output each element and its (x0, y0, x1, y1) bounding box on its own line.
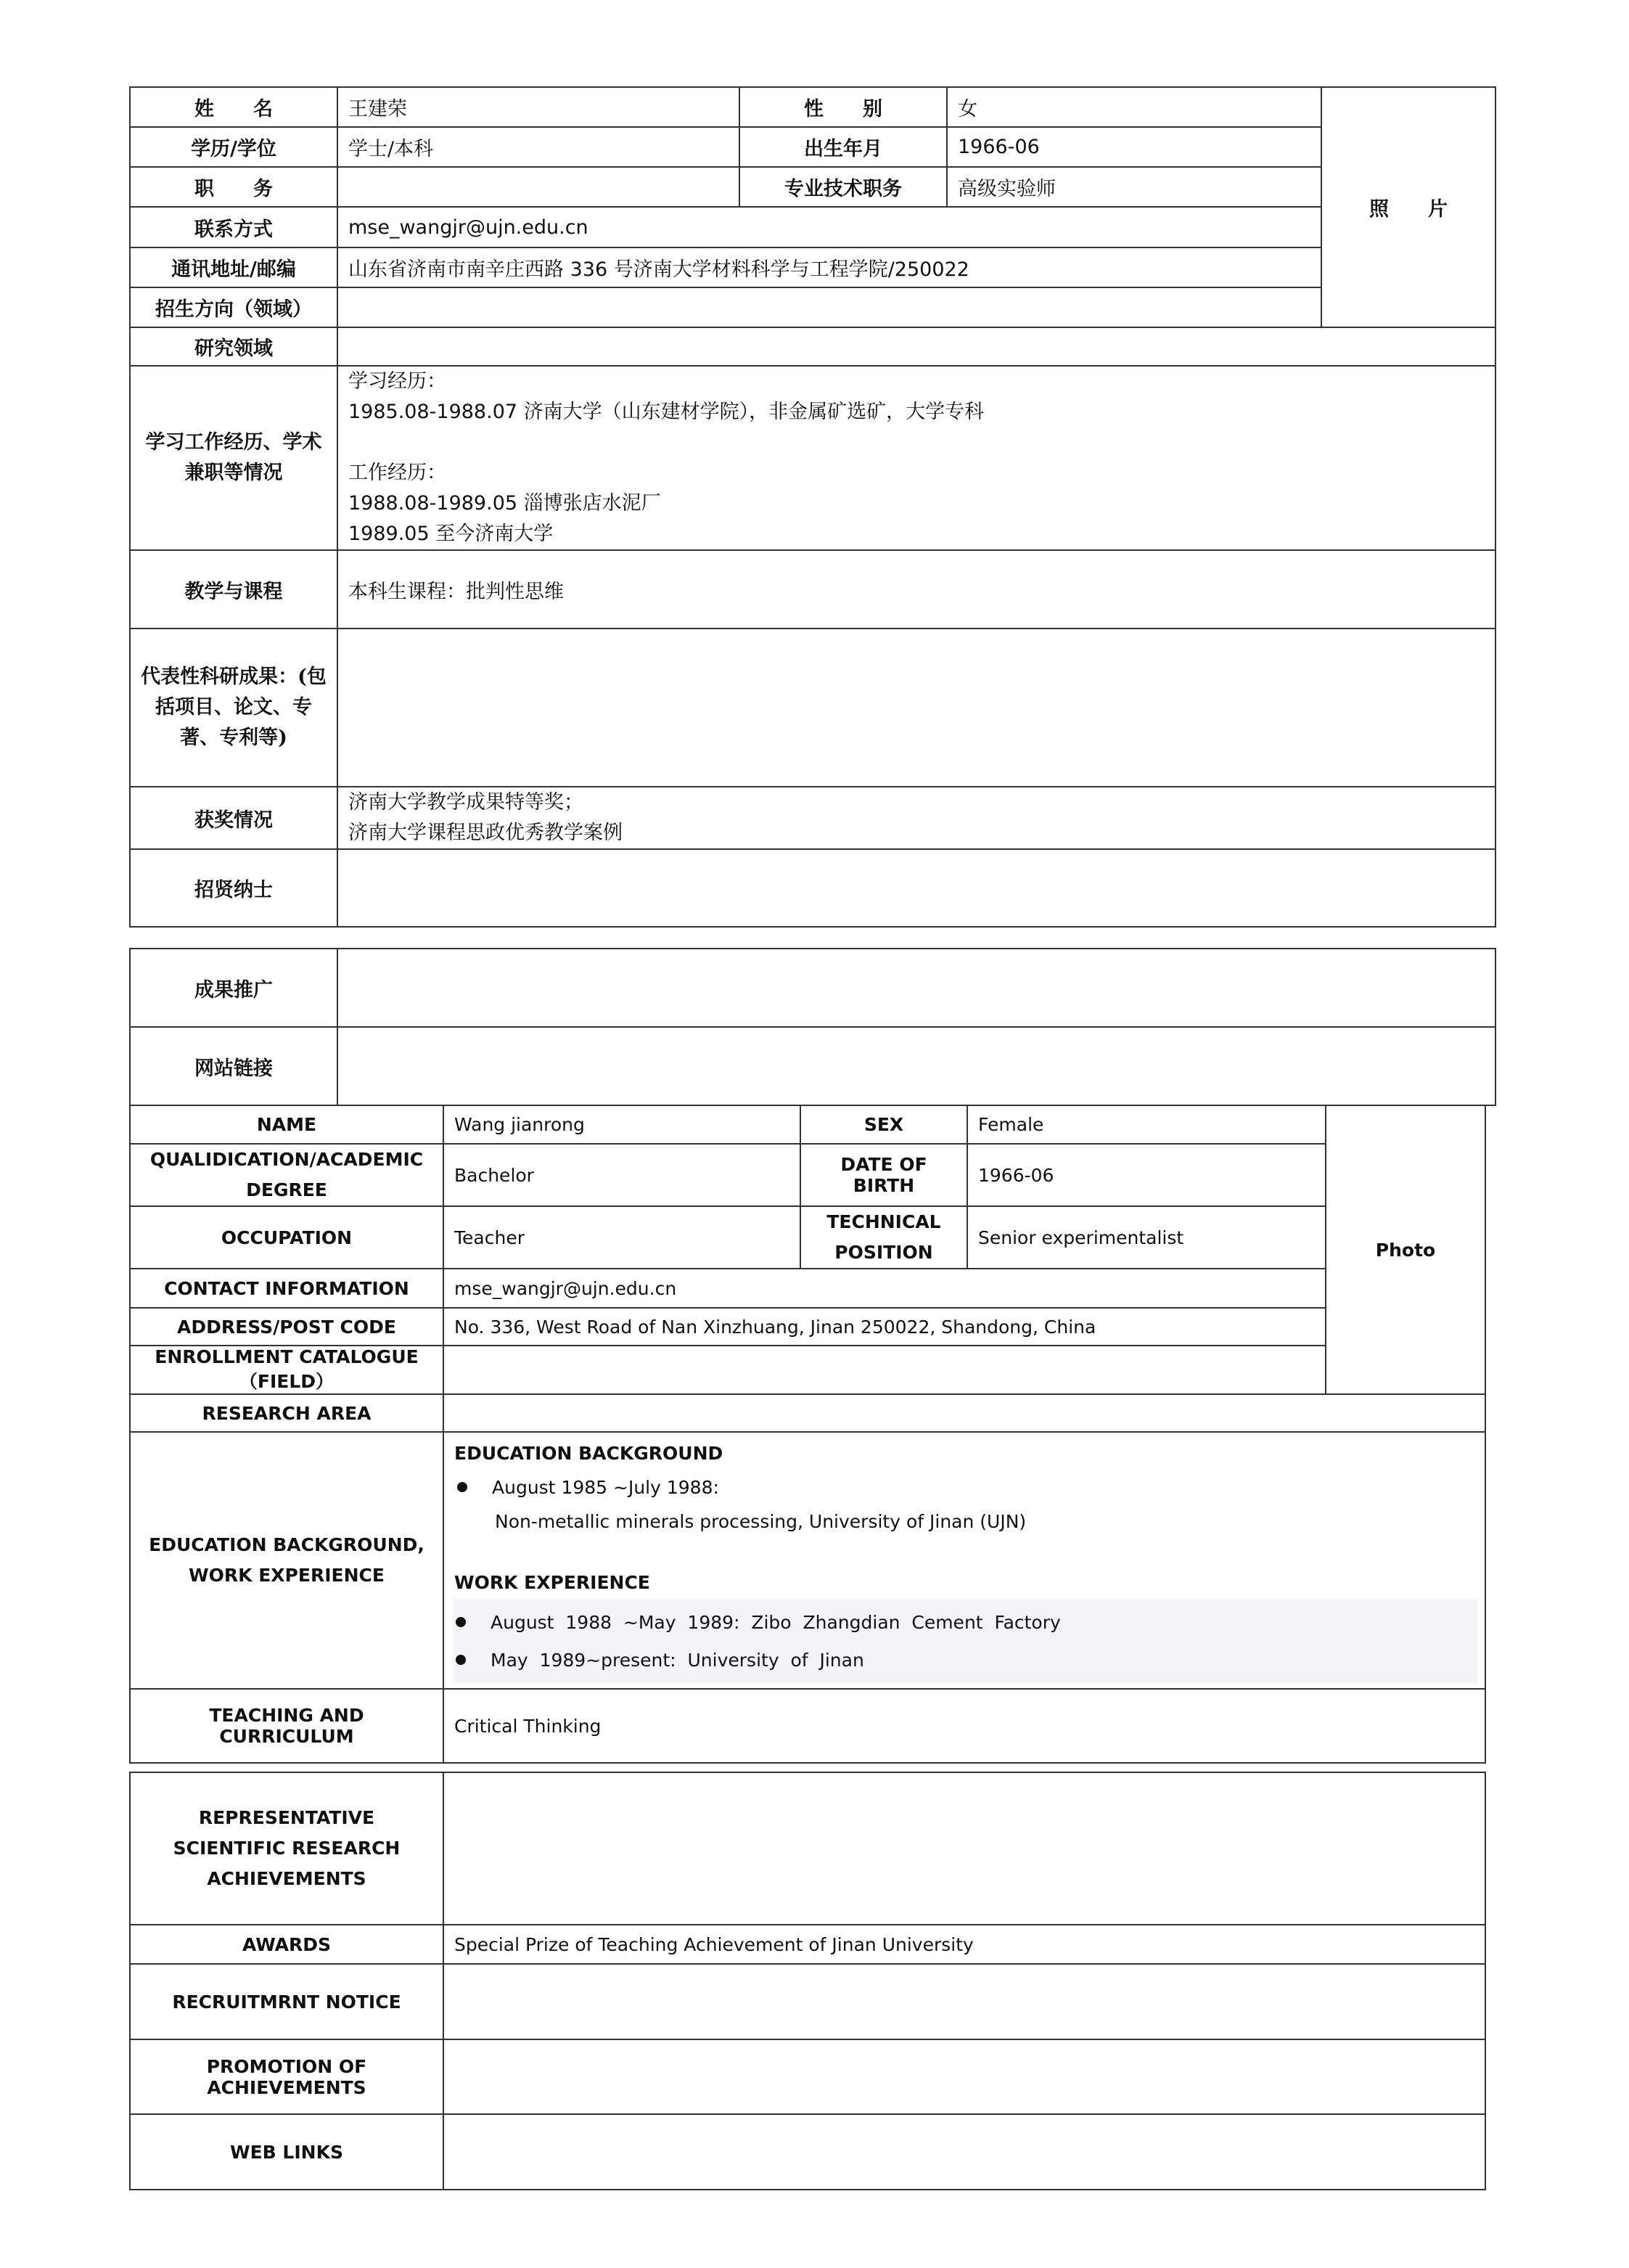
cn-recruit-value (337, 849, 1495, 927)
en-address-label: ADDRESS/POST CODE (130, 1308, 443, 1346)
cn-award-content (337, 787, 1495, 849)
cn-degree-value: 学士/本科 (337, 127, 739, 167)
cn-award-label: 获奖情况 (130, 787, 337, 849)
cn-birth-label: 出生年月 (739, 127, 947, 167)
cn-experience-content (337, 366, 1495, 550)
en-education-dates: August 1985 ~July 1988: (492, 1476, 719, 1498)
cn-promotion-value (337, 949, 1495, 1027)
en-work-heading: WORK EXPERIENCE (454, 1572, 650, 1593)
en-teaching-label: TEACHING AND CURRICULUM (130, 1689, 443, 1763)
cn-job-value (337, 167, 739, 207)
cn-contact-label: 联系方式 (130, 207, 337, 247)
en-education-heading: EDUCATION BACKGROUND (454, 1443, 723, 1464)
en-experience-content (443, 1432, 1485, 1689)
en-promotion-value (443, 2039, 1485, 2114)
en-enroll-value (443, 1346, 1326, 1394)
cn-photo-cell: 照 片 (1321, 87, 1495, 327)
cn-weblinks-label: 网站链接 (130, 1027, 337, 1105)
en-education-item (454, 1470, 1474, 1505)
en-sex-label: SEX (800, 1105, 967, 1144)
cn-job-label: 职 务 (130, 167, 337, 207)
cn-award-item-1: 济南大学教学成果特等奖； (348, 791, 583, 814)
cn-address-label: 通讯地址/邮编 (130, 247, 337, 287)
en-achievement-value (443, 1772, 1485, 1925)
bullet-icon (456, 1617, 466, 1627)
en-work-item-1 (453, 1603, 1477, 1641)
en-achievements-table (129, 1772, 1486, 2190)
cn-birth-value: 1966-06 (947, 127, 1321, 167)
cn-research-value (337, 327, 1495, 366)
en-work-list (453, 1599, 1477, 1683)
cn-work-item-1: 1988.08-1989.05 淄博张店水泥厂 (348, 492, 661, 515)
cn-enroll-value (337, 287, 1321, 327)
en-degree-label: QUALIDICATION/ACADEMIC DEGREE (130, 1144, 443, 1206)
en-technical-label: TECHNICAL POSITION (800, 1206, 967, 1269)
en-address-value: No. 336, West Road of Nan Xinzhuang, Jinan 250022, Shandong, China (443, 1308, 1326, 1346)
cn-award-item-2: 济南大学课程思政优秀教学案例 (348, 822, 623, 844)
cn-achievement-value (337, 629, 1495, 787)
en-photo-cell: Photo (1326, 1105, 1485, 1394)
en-sex-value: Female (967, 1105, 1326, 1144)
en-weblinks-label: WEB LINKS (130, 2114, 443, 2190)
cn-achievement-label: 代表性科研成果：(包括项目、论文、专著、专利等) (130, 629, 337, 787)
en-name-label: NAME (130, 1105, 443, 1144)
en-work-item-2-text: May 1989~present: University of Jinan (491, 1649, 864, 1671)
en-recruitment-value (443, 1964, 1485, 2039)
cn-weblinks-value (337, 1027, 1495, 1105)
cn-links-table (129, 948, 1496, 1106)
bullet-icon (457, 1482, 467, 1492)
en-birth-label: DATE OF BIRTH (800, 1144, 967, 1206)
en-profile-table (129, 1105, 1486, 1764)
cn-address-value: 山东省济南市南辛庄西路 336 号济南大学材料科学与工程学院/250022 (337, 247, 1321, 287)
en-occupation-value: Teacher (443, 1206, 800, 1269)
cn-teaching-label: 教学与课程 (130, 550, 337, 629)
en-research-value (443, 1394, 1485, 1432)
en-experience-label: EDUCATION BACKGROUND, WORK EXPERIENCE (130, 1432, 443, 1689)
en-teaching-value: Critical Thinking (443, 1689, 1485, 1763)
cn-degree-label: 学历/学位 (130, 127, 337, 167)
en-occupation-label: OCCUPATION (130, 1206, 443, 1269)
en-contact-value: mse_wangjr@ujn.edu.cn (443, 1269, 1326, 1308)
cn-promotion-label: 成果推广 (130, 949, 337, 1027)
cn-study-item: 1985.08-1988.07 济南大学（山东建材学院），非金属矿选矿，大学专科 (348, 401, 985, 423)
en-birth-value: 1966-06 (967, 1144, 1326, 1206)
en-achievement-label: REPRESENTATIVE SCIENTIFIC RESEARCH ACHIEVEMENTS (130, 1772, 443, 1925)
en-enroll-label: ENROLLMENT CATALOGUE（FIELD） (130, 1346, 443, 1394)
cn-teaching-value: 本科生课程：批判性思维 (337, 550, 1495, 629)
en-degree-value: Bachelor (443, 1144, 800, 1206)
en-name-value: Wang jianrong (443, 1105, 800, 1144)
cn-name-value: 王建荣 (337, 87, 739, 127)
en-work-item-2 (453, 1641, 1477, 1679)
cn-name-label: 姓 名 (130, 87, 337, 127)
cn-enroll-label: 招生方向（领域） (130, 287, 337, 327)
bullet-icon (456, 1655, 466, 1665)
en-research-label: RESEARCH AREA (130, 1394, 443, 1432)
cn-sex-label: 性 别 (739, 87, 947, 127)
en-education-detail: Non-metallic minerals processing, University of Jinan (UJN) (495, 1511, 1027, 1532)
cn-sex-value: 女 (947, 87, 1321, 127)
en-recruitment-label: RECRUITMRNT NOTICE (130, 1964, 443, 2039)
cn-title-value: 高级实验师 (947, 167, 1321, 207)
en-awards-label: AWARDS (130, 1925, 443, 1964)
en-awards-value: Special Prize of Teaching Achievement of Jinan University (443, 1925, 1485, 1964)
cn-research-label: 研究领域 (130, 327, 337, 366)
cn-contact-value: mse_wangjr@ujn.edu.cn (337, 207, 1321, 247)
en-technical-value: Senior experimentalist (967, 1206, 1326, 1269)
cn-profile-table (129, 86, 1496, 928)
cn-work-heading: 工作经历： (348, 462, 446, 484)
en-weblinks-value (443, 2114, 1485, 2190)
en-promotion-label: PROMOTION OF ACHIEVEMENTS (130, 2039, 443, 2114)
cn-experience-label: 学习工作经历、学术兼职等情况 (130, 366, 337, 550)
cn-title-label: 专业技术职务 (739, 167, 947, 207)
en-contact-label: CONTACT INFORMATION (130, 1269, 443, 1308)
cn-work-item-2: 1989.05 至今济南大学 (348, 523, 554, 545)
cn-study-heading: 学习经历： (348, 370, 446, 393)
en-work-item-1-text: August 1988 ~May 1989: Zibo Zhangdian Cement Factory (491, 1611, 1061, 1633)
cn-recruit-label: 招贤纳士 (130, 849, 337, 927)
